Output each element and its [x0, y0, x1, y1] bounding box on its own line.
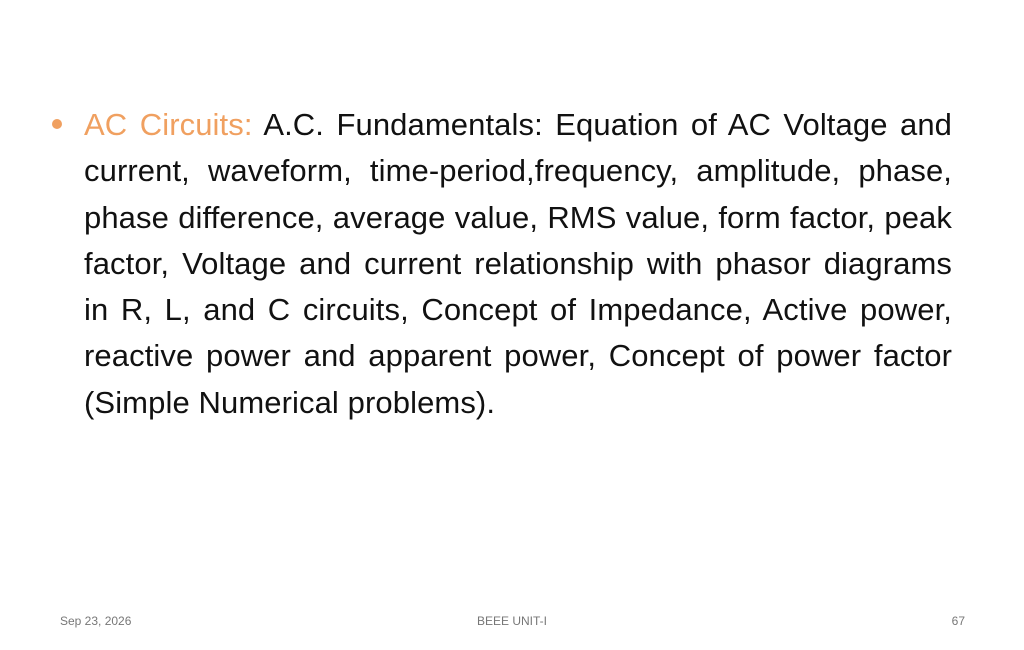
bullet-heading: AC Circuits:	[84, 107, 253, 142]
bullet-item	[52, 102, 952, 426]
footer-date: Sep 23, 2026	[60, 614, 132, 628]
footer-title: BEEE UNIT-I	[476, 614, 547, 628]
bullet-dot-icon	[52, 119, 62, 129]
footer-page-number: 67	[951, 614, 965, 628]
slide-content	[52, 102, 952, 426]
bullet-text	[84, 102, 952, 426]
bullet-body: A.C. Fundamentals: Equation of AC Voltage and current, waveform, time-period,frequency, amplitude, phase, phase difference, average value, RMS value, form factor, peak factor, Voltage and current relationship with phasor diagrams in R, L, and C circuits, Concept of Impedance, Active power, reactive power and apparent power, Concept of power factor (Simple Numerical problems).	[84, 107, 953, 420]
